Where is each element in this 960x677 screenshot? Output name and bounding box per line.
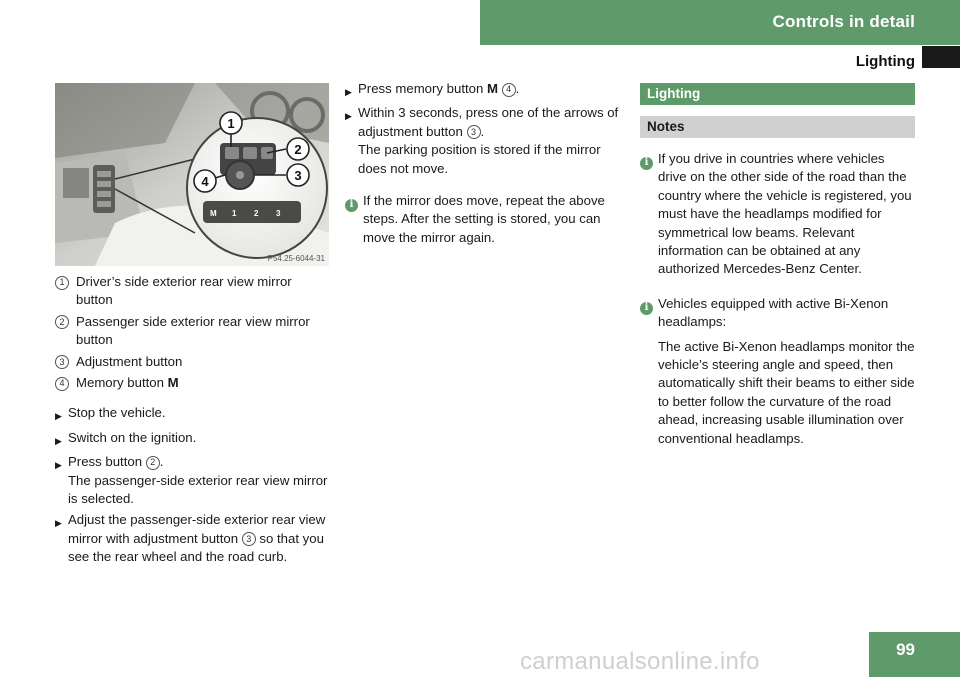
step-result: The parking position is stored if the mirror does not move. [358,142,601,176]
legend-item [55,353,329,371]
legend-item [55,374,329,392]
info-note [640,295,915,448]
legend-text: Passenger side exterior rear view mirror button [76,313,310,348]
procedure-steps [55,404,329,566]
notes-heading: Notes [640,116,915,138]
callout-ref: 2 [146,456,160,470]
keypad-label: 2 [254,209,259,218]
column-right [640,83,915,448]
step: ▶ Switch on the ignition. [55,429,329,450]
column-left [55,83,329,570]
step-arrow-icon: ▶ [55,411,62,422]
info-icon: i [640,302,653,315]
legend-number: 4 [55,377,69,391]
figure-code: P54.25-6044-31 [267,254,325,263]
mirror-controls-photo [55,83,329,266]
keypad-label: 1 [232,209,237,218]
callout-ref: 3 [242,532,256,546]
legend-text: Adjustment button [76,353,183,369]
note-body: The active Bi-Xenon headlamps monitor the vehicle’s steering angle and speed, then automatically shift their beams to either side to better follow the curvature of the road ahead, increasing usable illumination over conventional headlamps. [658,338,915,446]
note-intro: Vehicles equipped with active Bi-Xenon headlamps: [658,295,889,330]
step: ▶ Press button 2 . The passenger-side exterior rear view mirror is selected. [55,453,329,508]
keypad-label: 3 [276,209,281,218]
step-arrow-icon: ▶ [345,87,352,97]
callout-2: 2 [294,142,302,157]
legend-number: 1 [55,276,69,290]
callout-ref: 4 [502,83,516,97]
legend-number: 2 [55,315,69,329]
info-note: i If the mirror does move, repeat the above steps. After the setting is stored, you can move the mirror again. [345,192,625,247]
step: ▶ Press memory button M 4 . [345,80,625,101]
step-arrow-icon: ▶ [55,435,62,446]
step: ▶ Within 3 seconds, press one of the arrows of adjustment button 3 . The parking position is stored if the mirror does not move. [345,104,625,178]
callout-3: 3 [294,168,302,183]
step-arrow-icon: ▶ [55,460,62,471]
page-number: 99 [896,640,915,659]
thumb-tab [922,46,960,68]
keypad-label: M [210,209,217,218]
subsection-title: Lighting [855,53,915,70]
step: ▶ Adjust the passenger-side exterior rear view mirror with adjustment button 3 so that you see the rear wheel and the road curb. [55,511,329,566]
step: ▶ Stop the vehicle. [55,404,329,425]
step-arrow-icon: ▶ [55,518,62,529]
watermark: carmanualsonline.info [520,648,760,675]
legend-number: 3 [55,355,69,369]
step-arrow-icon: ▶ [345,111,352,122]
step-result: The passenger-side exterior rear view mirror is selected. [68,472,328,507]
section-title: Controls in detail [772,12,915,31]
info-icon: i [345,199,358,212]
column-middle [345,80,625,247]
legend-text: Driver’s side exterior rear view mirror button [76,274,292,308]
info-note: i If you drive in countries where vehicles drive on the other side of the road than the country where the vehicle is registered, you must have the headlamps modified for symmetrical low beams. Relevant information can be obtained at any authorized Mercedes-Benz Center. [640,150,915,279]
legend-item [55,313,329,350]
callout-ref: 3 [467,125,481,139]
legend-item [55,273,329,310]
legend-text: Memory button M [76,375,179,391]
legend [55,273,329,392]
callout-1: 1 [227,116,235,131]
lighting-heading: Lighting [640,83,915,105]
callout-4: 4 [201,174,209,189]
info-icon: i [640,157,653,170]
